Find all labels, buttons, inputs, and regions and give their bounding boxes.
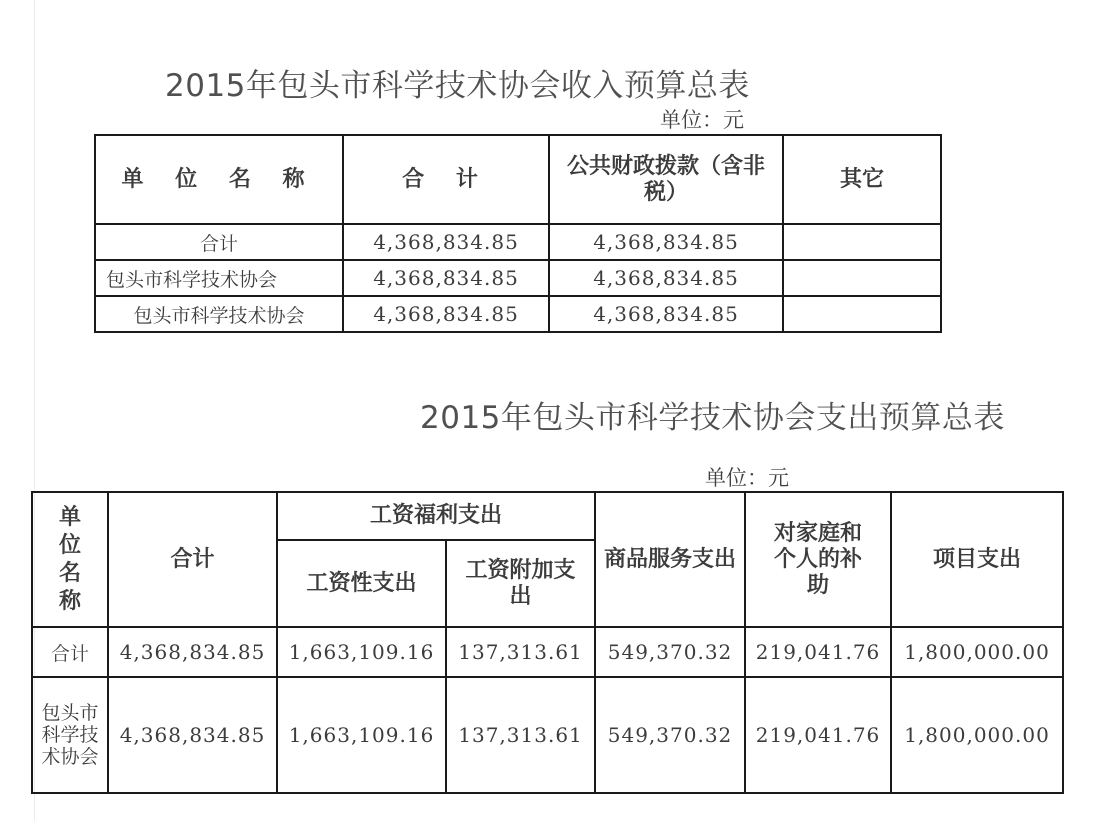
expense-row-salary-extra: 137,313.61	[446, 677, 595, 793]
expense-header-name: 单位名称	[32, 492, 108, 627]
income-header-fiscal: 公共财政拨款（含非税）	[549, 135, 783, 224]
expense-header-project: 项目支出	[891, 492, 1063, 627]
income-unit-label: 单位：元	[660, 108, 744, 132]
expense-table-title: 2015年包头市科学技术协会支出预算总表	[420, 400, 1005, 436]
income-header-other: 其它	[783, 135, 941, 224]
expense-unit-label: 单位：元	[705, 466, 789, 490]
income-budget-table	[94, 134, 942, 333]
expense-row-project: 1,800,000.00	[891, 627, 1063, 677]
income-row-total: 4,368,834.85	[343, 260, 549, 296]
income-row-other	[783, 296, 941, 332]
expense-budget-table	[31, 491, 1064, 794]
expense-header-salary: 工资性支出	[277, 540, 446, 627]
expense-row-project: 1,800,000.00	[891, 677, 1063, 793]
expense-header-total: 合计	[108, 492, 277, 627]
expense-header-goods: 商品服务支出	[595, 492, 745, 627]
income-row-fiscal: 4,368,834.85	[549, 296, 783, 332]
income-row-name: 合计	[95, 224, 343, 260]
income-row-total: 4,368,834.85	[343, 296, 549, 332]
expense-header-subsidy: 对家庭和个人的补助	[745, 492, 891, 627]
expense-row-subsidy: 219,041.76	[745, 627, 891, 677]
table-row	[32, 677, 1063, 793]
expense-header-salary-extra: 工资附加支出	[446, 540, 595, 627]
expense-row-subsidy: 219,041.76	[745, 677, 891, 793]
expense-header-salary-group: 工资福利支出	[277, 492, 595, 540]
expense-row-total: 4,368,834.85	[108, 627, 277, 677]
income-row-other	[783, 260, 941, 296]
expense-row-name: 合计	[32, 627, 108, 677]
income-row-other	[783, 224, 941, 260]
expense-row-goods: 549,370.32	[595, 627, 745, 677]
income-header-row	[95, 135, 941, 224]
expense-row-salary: 1,663,109.16	[277, 627, 446, 677]
table-row	[32, 627, 1063, 677]
expense-header-row	[32, 492, 1063, 540]
expense-row-goods: 549,370.32	[595, 677, 745, 793]
income-row-name: 包头市科学技术协会	[95, 296, 343, 332]
income-row-fiscal: 4,368,834.85	[549, 224, 783, 260]
expense-row-salary-extra: 137,313.61	[446, 627, 595, 677]
income-header-name: 单 位 名 称	[95, 135, 343, 224]
expense-row-salary: 1,663,109.16	[277, 677, 446, 793]
income-row-total: 4,368,834.85	[343, 224, 549, 260]
income-row-fiscal: 4,368,834.85	[549, 260, 783, 296]
expense-row-name: 包头市科学技术协会	[32, 677, 108, 793]
expense-row-total: 4,368,834.85	[108, 677, 277, 793]
income-row-name: 包头市科学技术协会	[95, 260, 343, 296]
table-row	[95, 260, 941, 296]
income-header-total: 合 计	[343, 135, 549, 224]
table-row	[95, 296, 941, 332]
table-row	[95, 224, 941, 260]
income-table-title: 2015年包头市科学技术协会收入预算总表	[165, 68, 750, 104]
